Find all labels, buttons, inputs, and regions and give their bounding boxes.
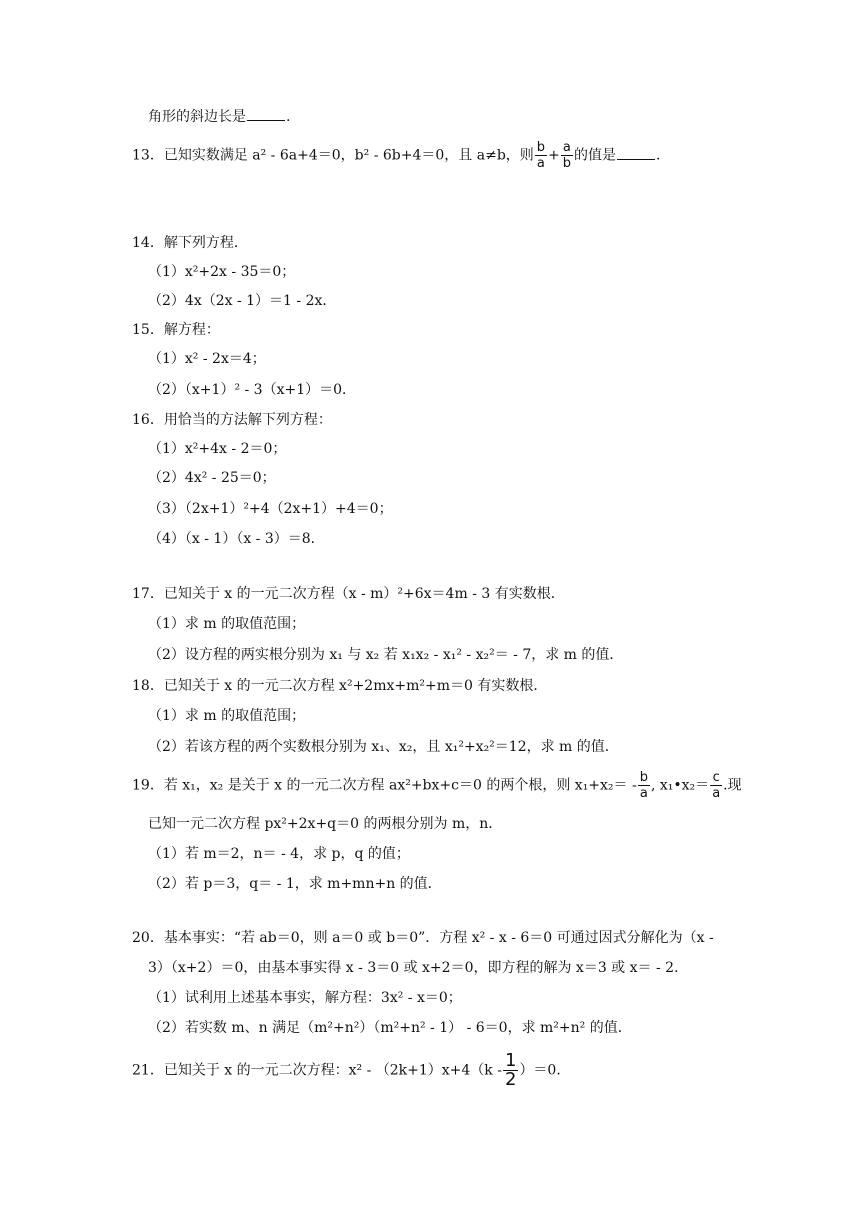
q15-item-2: （2）（x+1）² - 3（x+1）＝0．	[148, 382, 357, 398]
fraction-a-over-b	[561, 140, 573, 171]
q20-item-1: （1）试利用上述基本事实，解方程：3x² - x＝0；	[148, 990, 462, 1006]
q19-title-line	[132, 770, 742, 801]
q21-text-a: 21．已知关于 x 的一元二次方程：x² - （2k+1）x+4（k -	[132, 1062, 502, 1079]
q20-title: 20．基本事实：“若 ab＝0，则 a＝0 或 b＝0”．方程 x² - x - 6＝0 可通过因式分解化为（x -	[132, 930, 714, 946]
fraction-b-over-a	[535, 140, 547, 171]
q20-item-2: （2）若实数 m、n 满足（m²+n²）（m²+n² - 1） - 6＝0，求 m²+n² 的值．	[148, 1020, 632, 1036]
fraction-denominator: b	[562, 156, 572, 171]
fraction-numerator: b	[536, 140, 546, 155]
q19-item-1: （1）若 m＝2，n＝ - 4，求 p，q 的值；	[148, 846, 410, 862]
fraction-denominator: a	[536, 156, 545, 171]
q13-end: .	[656, 147, 661, 164]
q19-text-b: , x₁•x₂＝	[651, 777, 710, 794]
fraction-numerator: c	[710, 770, 722, 786]
q12-tail-text: 角形的斜边长是	[148, 109, 246, 125]
fraction-b-over-a	[638, 770, 650, 801]
q20-continuation: 3）（x+2）＝0，由基本事实得 x - 3＝0 或 x+2＝0，即方程的解为 x＝3 或 x＝ - 2．	[148, 960, 689, 976]
q14-title: 14．解下列方程．	[132, 235, 248, 251]
fraction-numerator: 1	[504, 1050, 517, 1071]
q19-item-2: （2）若 p＝3，q＝ - 1，求 m+mn+n 的值．	[148, 876, 442, 892]
q14-item-1: （1）x²+2x - 35＝0；	[148, 264, 296, 280]
q18-item-2: （2）若该方程的两个实数根分别为 x₁、x₂，且 x₁²+x₂²＝12，求 m 的值．	[148, 739, 619, 755]
fraction-denominator: a	[639, 786, 648, 801]
answer-blank[interactable]	[247, 106, 285, 121]
fraction-one-half	[503, 1052, 518, 1089]
fraction-denominator: a	[712, 786, 721, 801]
q21-text-b: ）＝0．	[519, 1062, 571, 1079]
q19-text-c: .现	[723, 777, 742, 794]
q16-item-2: （2）4x² - 25＝0；	[148, 470, 276, 486]
q17-item-1: （1）求 m 的取值范围；	[148, 616, 306, 632]
q15-item-1: （1）x² - 2x＝4；	[148, 351, 266, 367]
q21-line	[132, 1052, 570, 1089]
q18-title: 18．已知关于 x 的一元二次方程 x²+2mx+m²+m＝0 有实数根．	[132, 678, 548, 694]
q17-title: 17．已知关于 x 的一元二次方程（x - m）²+6x＝4m - 3 有实数根．	[132, 586, 565, 602]
q13-number: 13．	[132, 147, 164, 164]
q17-item-2: （2）设方程的两实根分别为 x₁ 与 x₂ 若 x₁x₂ - x₁² - x₂²＝ - 7，求 m 的值．	[148, 647, 624, 663]
plus-sign: +	[548, 147, 560, 164]
fraction-c-over-a	[710, 770, 722, 801]
fraction-denominator: 2	[504, 1069, 517, 1090]
fraction-numerator: a	[561, 140, 573, 156]
q12-end: .	[286, 109, 291, 125]
q15-title: 15．解方程：	[132, 322, 220, 338]
answer-blank[interactable]	[617, 145, 655, 160]
q13-tail: 的值是	[574, 147, 617, 164]
q16-item-3: （3）（2x+1）²+4（2x+1）+4＝0；	[148, 501, 393, 517]
q16-item-1: （1）x²+4x - 2＝0；	[148, 441, 287, 457]
fraction-numerator: b	[639, 770, 648, 785]
q14-item-2: （2）4x（2x - 1）＝1 - 2x．	[148, 293, 337, 309]
q13-line	[132, 140, 661, 171]
q19-continuation: 已知一元二次方程 px²+2x+q＝0 的两根分别为 m，n．	[148, 816, 503, 832]
q16-item-4: （4）（x - 1）（x - 3）＝8．	[148, 531, 325, 547]
q16-title: 16．用恰当的方法解下列方程：	[132, 412, 332, 428]
q19-text-a: 19．若 x₁，x₂ 是关于 x 的一元二次方程 ax²+bx+c＝0 的两个根，则 x₁+x₂＝ -	[132, 777, 637, 794]
q18-item-1: （1）求 m 的取值范围；	[148, 708, 306, 724]
q13-text: 已知实数满足 a² - 6a+4＝0，b² - 6b+4＝0，且 a≠b，则	[163, 147, 534, 164]
q12-tail-line	[148, 106, 290, 127]
